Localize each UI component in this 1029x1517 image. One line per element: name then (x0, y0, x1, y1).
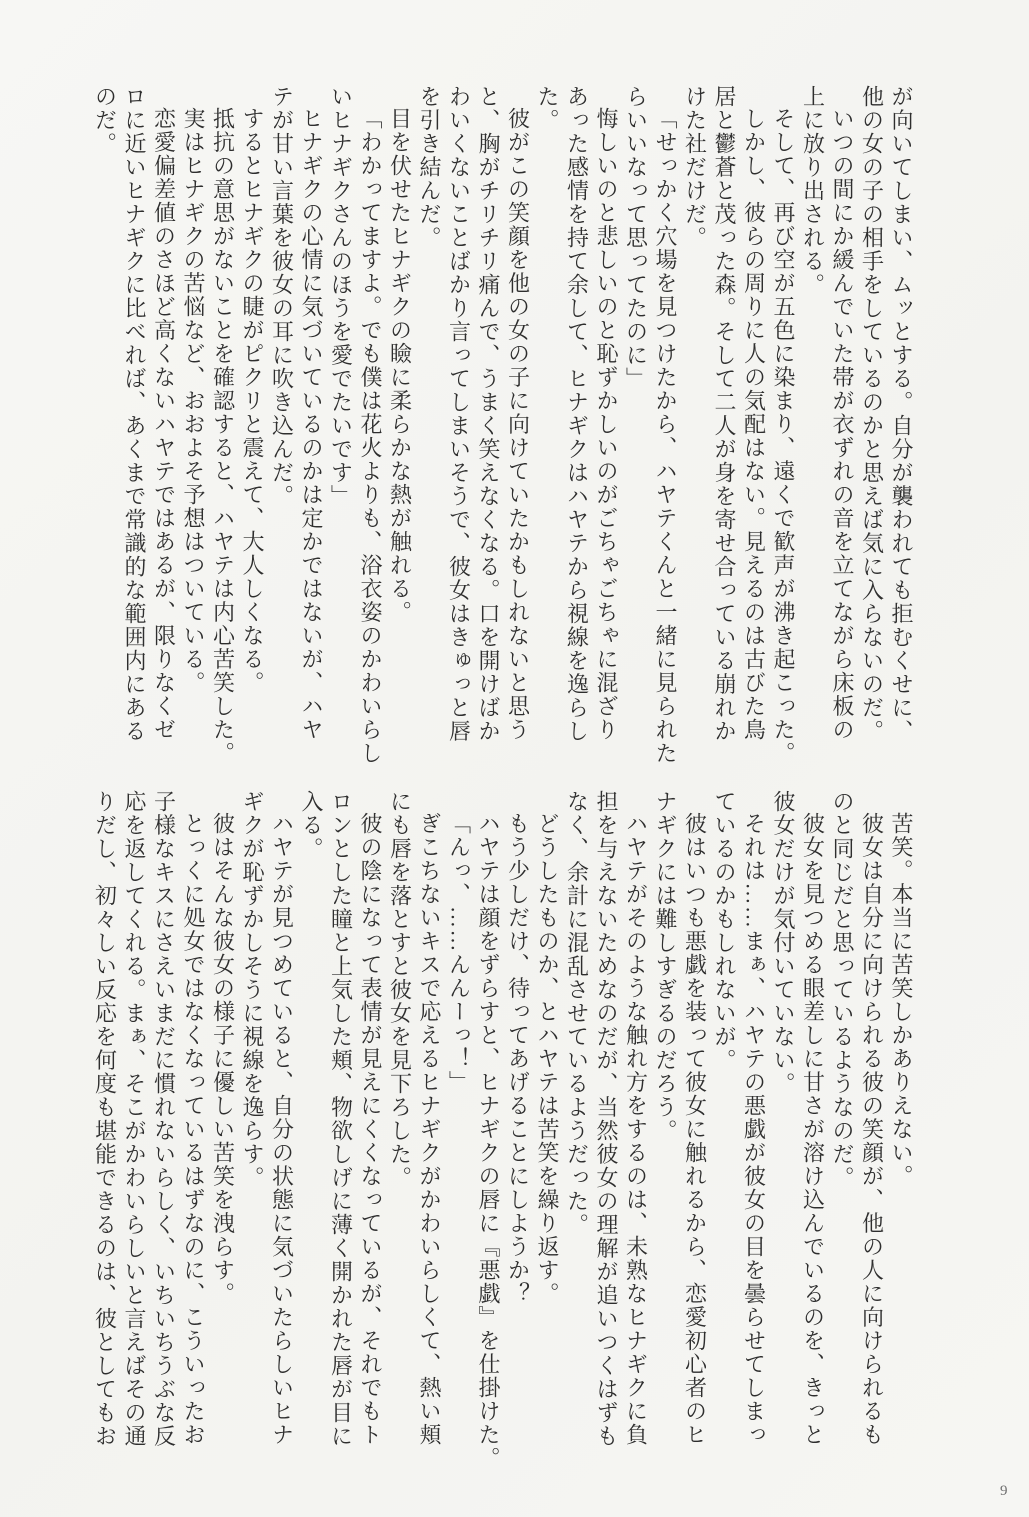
text-column: 応を返してくれる。まぁ、そこがかわいらしいと言えばその通 (122, 790, 147, 1448)
page-corner-mark: 9 (1000, 1483, 1008, 1499)
text-column: ギクが恥ずかしそうに視線を逸らす。 (240, 790, 265, 1190)
text-column: ロンとした瞳と上気した頬、物欲しげに薄く開かれた唇が目に (328, 790, 354, 1448)
text-column: ヒナギクの心情に気づいているのかは定かではないが、ハヤ (299, 107, 324, 742)
text-column: とっくに処女ではなくなっているはずなのに、こういったお (181, 812, 206, 1447)
text-column: ハヤテが見つめていると、自分の状態に気づいたらしいヒナ (269, 812, 295, 1447)
text-column: 彼はいつも悪戯を装って彼女に触れるから、恋愛初心者のヒ (682, 812, 708, 1447)
text-column: た。 (535, 85, 560, 132)
upper-text-block (90, 85, 916, 785)
text-column: もう少しだけ、待ってあげることにしようか？ (505, 812, 531, 1306)
text-column: ロに近いヒナギクに比べれば、あくまで常識的な範囲内にある (122, 85, 147, 743)
text-column: 彼女だけが気付いていない。 (771, 790, 796, 1096)
text-column: 抵抗の意思がないことを確認すると、ハヤテは内心苦笑した。 (210, 107, 236, 765)
text-column: 担を与えないためなのだが、当然彼女の理解が追いつくはずも (594, 790, 619, 1448)
text-column: 彼はそんな彼女の様子に優しい苦笑を洩らす。 (210, 812, 236, 1306)
text-column: なく、余計に混乱させているようだった。 (564, 790, 590, 1237)
text-column: 「わかってますよ。でも僕は花火よりも、浴衣姿のかわいらし (358, 107, 383, 765)
text-column: どうしたものか、とハヤテは苦笑を繰り返す。 (535, 812, 560, 1306)
text-column: ハヤテは顔をずらすと、ヒナギクの唇に『悪戯』を仕掛けた。 (476, 812, 501, 1470)
text-column: りだし、初々しい反応を何度も堪能できるのは、彼としてもお (92, 790, 118, 1448)
text-column: のだ。 (92, 85, 118, 156)
text-column: ハヤテがそのような触れ方をするのは、未熟なヒナギクに負 (623, 812, 649, 1447)
text-column: 彼女は自分に向けられる彼の笑顔が、他の人に向けられるも (859, 812, 885, 1447)
text-column: 上に放り出される。 (800, 85, 826, 297)
text-column: するとヒナギクの睫がピクリと震えて、大人しくなる。 (240, 107, 265, 695)
text-column: 入る。 (299, 790, 324, 861)
text-column: 苦笑。本当に苦笑しかありえない。 (889, 812, 914, 1188)
text-column: 他の女の子の相手をしているのかと思えば気に入らないのだ。 (859, 85, 885, 743)
text-column: 実はヒナギクの苦悩など、おおよそ予想はついている。 (181, 107, 206, 695)
text-column: 悔しいのと悲しいのと恥ずかしいのがごちゃごちゃに混ざり (594, 107, 619, 742)
text-column: テが甘い言葉を彼女の耳に吹き込んだ。 (269, 85, 295, 508)
text-column: が向いてしまい、ムッとする。自分が襲われても拒むくせに、 (889, 85, 914, 743)
text-column: けた社だけだ。 (682, 85, 708, 250)
lower-text-block (90, 790, 916, 1500)
text-column: いヒナギクさんのほうを愛でたいです」 (328, 85, 354, 508)
text-column: 恋愛偏差値のさほど高くないハヤテではあるが、限りなくゼ (151, 107, 177, 742)
text-column: らいいなって思ってたのに」 (623, 85, 649, 391)
text-column: いつの間にか緩んでいた帯が衣ずれの音を立てながら床板の (830, 107, 855, 742)
text-column: にも唇を落とすと彼女を見下ろした。 (387, 790, 413, 1190)
text-column: ナギクには難しすぎるのだろう。 (653, 790, 678, 1143)
text-column: 目を伏せたヒナギクの瞼に柔らかな熱が触れる。 (387, 107, 413, 624)
text-column: ぎこちないキスで応えるヒナギクがかわいらしくて、熱い頬 (417, 812, 442, 1447)
text-column: 「んっ、……んんーっ！」 (446, 812, 472, 1094)
text-column: 彼がこの笑顔を他の女の子に向けていたかもしれないと思う (505, 107, 531, 742)
text-column: 「せっかく穴場を見つけたから、ハヤテくんと一緒に見られた (653, 107, 678, 765)
text-column: それは……まぁ、ハヤテの悪戯が彼女の目を曇らせてしまっ (741, 812, 767, 1447)
text-column: 居と鬱蒼と茂った森。そして二人が身を寄せ合っている崩れか (712, 85, 737, 743)
text-column: 彼の陰になって表情が見えにくくなっているが、それでもト (358, 812, 383, 1447)
text-column: のと同じだと思っているようなのだ。 (830, 790, 855, 1190)
text-column: しかし、彼らの周りに人の気配はない。見えるのは古びた鳥 (741, 107, 767, 742)
text-column: 子様なキスにさえいまだに慣れないらしく、いちいちうぶな反 (151, 790, 177, 1448)
text-column: そして、再び空が五色に染まり、遠くで歓声が沸き起こった。 (771, 107, 796, 765)
text-column: を引き結んだ。 (417, 85, 442, 250)
text-column: と、胸がチリチリ痛んで、うまく笑えなくなる。口を開けばか (476, 85, 501, 743)
text-column: ているのかもしれないが。 (712, 790, 737, 1072)
text-column: あった感情を持て余して、ヒナギクはハヤテから視線を逸らし (564, 85, 590, 743)
text-column: 彼女を見つめる眼差しに甘さが溶け込んでいるのを、きっと (800, 812, 826, 1447)
text-column: わいくないことばかり言ってしまいそうで、彼女はきゅっと唇 (446, 85, 472, 743)
